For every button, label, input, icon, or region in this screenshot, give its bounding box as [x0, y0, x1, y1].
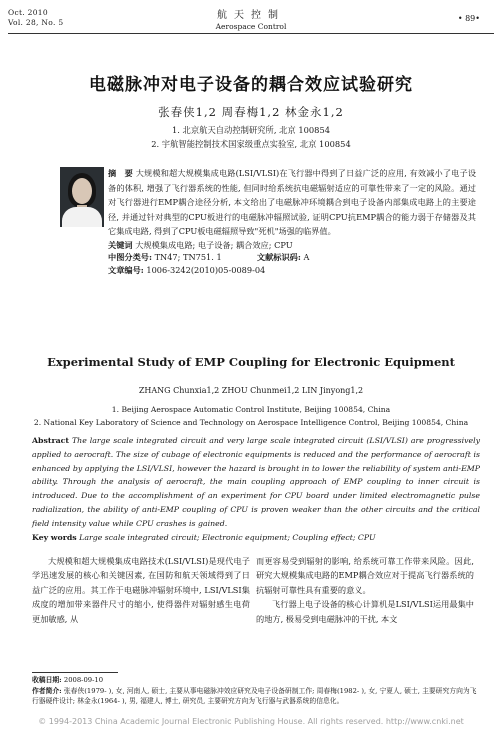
classification-line — [108, 251, 476, 264]
bio-text: 张春侠(1979- ), 女, 河南人, 硕士, 主要从事电磁脉冲效应研究及电子设备研制工作; 周春梅(1982- ), 女, 宁夏人, 硕士, 主要研究方向为飞行器硬件设计; 林金永(1964- ), 男, 福建人, 博士, 研究员, 主要研究方向为飞行器与武器系统的信息化。 — [32, 686, 477, 705]
affiliation-cn-2: 2. 宇航智能控制技术国家级重点实验室, 北京 100854 — [151, 139, 351, 149]
issue-date: Oct. 2010 — [8, 8, 48, 17]
keywords-cn — [108, 239, 476, 252]
journal-name — [0, 6, 502, 31]
journal-name-cn: 航天控制 — [217, 10, 285, 21]
doc-code-value: A — [303, 252, 310, 263]
keywords-en — [32, 531, 480, 545]
body-column-left: 大规模和超大规模集成电路技术(LSI/VLSI)是现代电子学迅速发展的核心和关键因素, 在国防和航天领域得到了日益广泛的应用。其工作于电磁脉冲辐射环境中, LSI/VLSI集成度的增加带来器件尺寸的缩小, 使得器件对辐射感生电荷更加敏感, 从 — [32, 556, 250, 624]
body-paragraph: 而更容易受到辐射的影响, 给系统可靠工作带来风险。因此, 研究大规模集成电路的EMP耦合效应对于提高飞行器系统的抗辐射可靠性具有重要的意义。 — [256, 556, 474, 595]
clc-label: 中图分类号: — [108, 252, 152, 263]
authors-en: ZHANG Chunxia1,2 ZHOU Chunmei1,2 LIN Jinyong1,2 — [138, 386, 364, 395]
article-no-label: 文章编号: — [108, 264, 144, 275]
article-number-line — [108, 264, 476, 277]
abstract-cn-body — [108, 166, 476, 239]
paper-title-en: Experimental Study of EMP Coupling for Electronic Equipment — [47, 355, 455, 369]
footnote-divider — [32, 672, 118, 673]
abstract-cn-text: 大规模和超大规模集成电路(LSI/VLSI)在飞行器中得到了日益广泛的应用, 有效减小了电子设备的体积, 增强了飞行器系统的性能, 但同时给系统抗电磁辐射适应的可靠性带来了一定的风险。通过对飞行器进行EMP耦合途径分析, 本文给出了电磁脉冲环境耦合到电子设备内部集成电路上的主要途径, 并通过针对典型的CPU板进行的电磁脉冲辐照试验, 证明CPU抗EMP耦合的能力弱于存储器及其它集成电路, 得到了CPU板电磁辐照导致"死机"场强的临界值。 — [108, 168, 477, 237]
keywords-cn-label: 关键词 — [108, 239, 133, 250]
body-paragraph: 飞行器上电子设备的核心计算机是LSI/VLSI运用最集中的地方, 极易受到电磁脉冲的干扰, 本文 — [256, 599, 474, 624]
clc-value: TN47; TN751. 1 — [154, 252, 222, 263]
abstract-en — [32, 434, 480, 544]
abstract-cn — [108, 166, 476, 276]
paper-title-cn: 电磁脉冲对电子设备的耦合效应试验研究 — [89, 75, 413, 95]
author-portrait — [60, 167, 104, 227]
abstract-en-text: The large scale integrated circuit and very large scale integrated circuit (LSI/VLSI) are progressively applied to aerocraft. The size of cubage of electronic equipments is reduced and the performance of aerocraft is enhanced by applying the LSI/VLSI, however the hazard is brought in to lower the reliability of system anti-EMP ability. Through the analysis of aerocraft, the main coupling approach of EMP coupling to inner circuit is introduced. Due to the accomplishment of an experiment for CPU board under limited electromagnetic pulse radialization, the ability of anti-EMP coupling of CPU is proven weaker than the other circuits and the critical field intensity value while CPU crashes is gained. — [32, 436, 480, 528]
page-number: • 89• — [457, 14, 480, 23]
received-value: 2008-09-10 — [63, 676, 104, 684]
keywords-en-text: Large scale integrated circuit; Electronic equipment; Coupling effect; CPU — [79, 532, 376, 542]
affiliation-en-2: 2. National Key Laboratory of Science and Technology on Aerospace Intelligence Control, Beijing 100854, China — [33, 418, 469, 427]
copyright-footer: © 1994-2013 China Academic Journal Electronic Publishing House. All rights reserved. http://www.cnki.net — [38, 717, 464, 726]
header-divider — [8, 33, 494, 34]
received-date — [32, 675, 480, 686]
received-label: 收稿日期: — [32, 676, 62, 684]
authors-cn: 张春侠1,2 周春梅1,2 林金永1,2 — [158, 105, 344, 119]
journal-name-en: Aerospace Control — [215, 22, 287, 31]
abstract-cn-label: 摘 要 — [108, 168, 133, 178]
issue-volume: Vol. 28, No. 5 — [8, 18, 64, 27]
affiliation-cn-1: 1. 北京航天自动控制研究所, 北京 100854 — [172, 125, 330, 135]
keywords-en-label: Key words — [32, 532, 77, 542]
doc-code-label: 文献标识码: — [256, 252, 301, 263]
keywords-cn-text: 大规模集成电路; 电子设备; 耦合效应; CPU — [135, 239, 293, 250]
bio-label: 作者简介: — [32, 686, 62, 695]
footnote — [32, 675, 480, 707]
abstract-en-body — [32, 434, 480, 531]
abstract-en-label: Abstract — [32, 436, 70, 445]
author-bio — [32, 686, 480, 707]
body-column-right — [256, 554, 474, 626]
affiliation-en-1: 1. Beijing Aerospace Automatic Control Institute, Beijing 100854, China — [111, 405, 391, 414]
article-no-value: 1006-3242(2010)05-0089-04 — [146, 264, 266, 275]
